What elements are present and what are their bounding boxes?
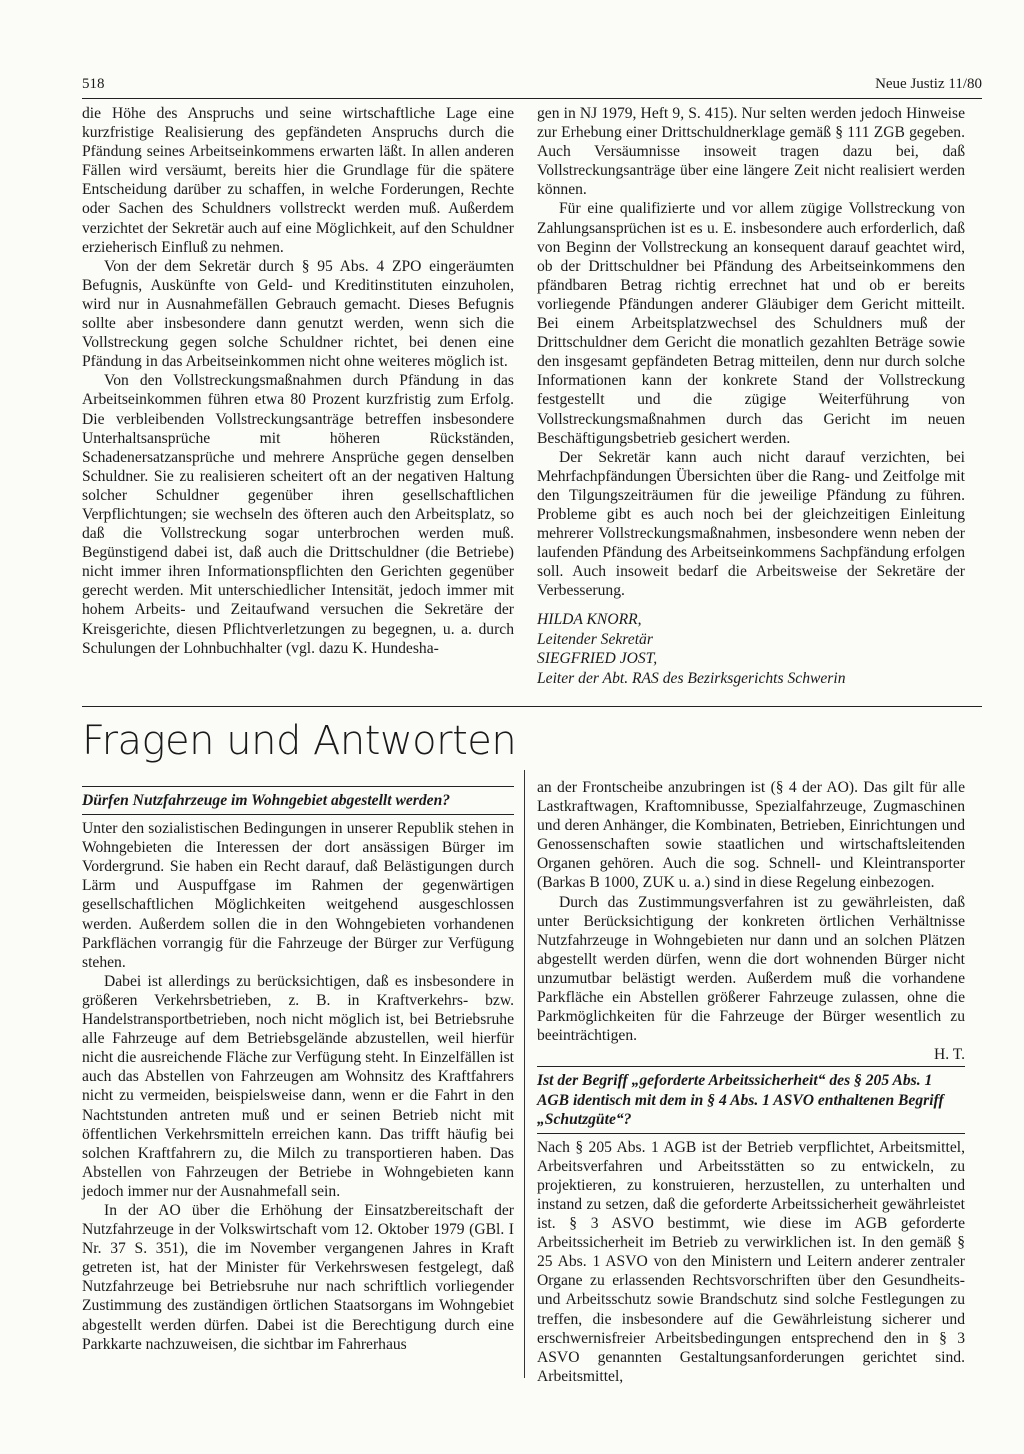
- journal-issue: Neue Justiz 11/80: [875, 76, 982, 92]
- page-header: [82, 76, 982, 98]
- question-box: [537, 1066, 965, 1133]
- bottom-left-column: [82, 786, 514, 1354]
- author-signature: [537, 610, 965, 688]
- author-title: Leiter der Abt. RAS des Bezirksgerichts Schwerin: [537, 669, 846, 687]
- answer-author: H. T.: [933, 1046, 965, 1064]
- column-divider: [524, 770, 525, 1378]
- paragraph: Von den Vollstreckungsmaßnahmen durch Pfändung in das Arbeitseinkommen führen etwa 80 Prozent kurzfristig zum Erfolg. Die verbleibenden Vollstreckungsanträge betreffen insbesondere Unterhaltsansprüche mit höheren Rückständen, Schadenersatzansprüche und mehrere Ansprüche gegen denselben Schuldner. Sie zu realisieren scheitert oft an der negativen Haltung solcher Schuldner gegenüber ihren gesellschaftlichen Verpflichtungen; sie wechseln des öfteren auch den Arbeitsplatz, so daß die Vollstreckung sogar unterbrochen werden muß. Begünstigend dabei ist, daß auch die Drittschuldner (die Betriebe) nicht immer ihren Informationspflichten den Gerichten gegenüber gerecht werden. Mit unterschiedlicher Intensität, jedoch immer mit hohem Arbeits- und Zeitaufwand versuchen die Sekretäre der Kreisgerichte, diesen Pflichtverletzungen zu begegnen, u. a. durch Schulungen der Lohnbuchhalter (vgl. dazu K. Hundesha-: [82, 372, 514, 657]
- question-heading: Dürfen Nutzfahrzeuge im Wohngebiet abgestellt werden?: [82, 792, 451, 809]
- question-box: [82, 786, 514, 815]
- paragraph: Unter den sozialistischen Bedingungen in unserer Republik stehen in Wohngebieten die Interessen der dort ansässigen Bürger im Vordergrund. Sie haben ein Recht darauf, daß Belästigungen durch Lärm und Auspuffgase im Rahmen der gegenwärtigen gesellschaftlichen Möglichkeiten weitgehend ausgeschlossen werden. Außerdem sollen die in den Wohngebieten vorhandenen Parkflächen vorrangig für die Fahrzeuge der Bürger zur Verfügung stehen.: [82, 820, 514, 971]
- paragraph: In der AO über die Erhöhung der Einsatzbereitschaft der Nutzfahrzeuge in der Volkswirtschaft vom 12. Oktober 1979 (GBl. I Nr. 37 S. 351), die im November vergangenen Jahres in Kraft getreten ist, hat der Minister für Verkehrswesen festgelegt, daß Nutzfahrzeuge bei Betriebsruhe nur nach schriftlich vorliegender Zustimmung des zuständigen örtlichen Staatsorgans im Wohngebiet abgestellt werden dürfen. Dabei ist die Berechtigung durch eine Parkkarte nachzuweisen, die sichtbar im Fahrerhaus: [82, 1201, 514, 1353]
- page-number: 518: [82, 76, 105, 92]
- paragraph: Nach § 205 Abs. 1 AGB ist der Betrieb verpflichtet, Arbeitsmittel, Arbeitsverfahren und Arbeitsstätten so zu entwickeln, zu projektieren, zu konstruieren, herzustellen, zu unterhalten und instand zu setzen, daß die geforderte Arbeitssicherheit gewährleistet ist. § 3 ASVO bestimmt, wie diese im AGB geforderte Arbeitssicherheit im Betrieb zu verwirklichen ist. In den gemäß § 25 Abs. 1 ASVO von den Ministern und Leitern anderer zentraler Organe zu erlassenden Rechtsvorschriften über den Gesundheits- und Arbeitsschutz sowie Brandschutz sind solche Festlegungen zu treffen, die insbesondere auf die Gewährleistung sicherer und erschwernisfreier Arbeitsbedingungen entsprechend den in § 3 ASVO genannten Gestaltungsanforderungen gerichtet sind. Arbeitsmittel,: [537, 1138, 965, 1385]
- top-left-column: [82, 104, 514, 658]
- header-rule: [82, 98, 982, 99]
- paragraph: die Höhe des Anspruchs und seine wirtschaftliche Lage eine kurzfristige Realisierung des gepfändeten Anspruchs durch die Pfändung seines Arbeitseinkommens erwarten läßt. In allen anderen Fällen wird versäumt, bereits hier die Grundlage für die spätere Entscheidung darüber zu schaffen, in welche Forderungen, Rechte oder Sachen des Schuldners vollstreckt werden muß. Außerdem verzichtet der Sekretär auch auf eine Möglichkeit, auf den Schuldner erzieherisch Einfluß zu nehmen.: [82, 105, 514, 256]
- paragraph: Für eine qualifizierte und vor allem zügige Vollstreckung von Zahlungsansprüchen ist es u. E. insbesondere auch erforderlich, daß von Beginn der Vollstreckung an konsequent darauf geachtet wird, ob der Drittschuldner bei Pfändung des Arbeitseinkommens den pfändbaren Betrag richtig errechnet hat und ob er bereits vorliegende Pfändungen anderer Gläubiger dem Gericht mitteilt. Bei einem Arbeitsplatzwechsel des Schuldners muß der Drittschuldner dem Gericht die monatlich gezahlten Beträge sowie den insgesamt gepfändeten Betrag mitteilen, denn nur durch solche Informationen kann der konkrete Stand der Vollstreckung festgestellt und die zügige Weiterführung von Vollstreckungsmaßnahmen durch das Gericht im neuen Beschäftigungsbetrieb gesichert werden.: [537, 200, 965, 447]
- author-title: Leitender Sekretär: [537, 630, 653, 648]
- bottom-right-column: [537, 778, 965, 1386]
- author-name: HILDA KNORR,: [537, 611, 642, 629]
- section-title: Fragen und Antworten: [82, 718, 517, 764]
- paragraph: gen in NJ 1979, Heft 9, S. 415). Nur selten werden jedoch Hinweise zur Erhebung einer Drittschuldnerklage gemäß § 111 ZGB gegeben. Auch Versäumnisse insoweit tragen dazu bei, daß Vollstreckungsanträge über eine längere Zeit nicht realisiert werden können.: [537, 105, 965, 199]
- section-rule: [82, 706, 982, 707]
- paragraph: Der Sekretär kann auch nicht darauf verzichten, bei Mehrfachpfändungen Übersichten über die Rang- und Zeitfolge mit den Tilgungszeiträumen für die jeweilige Pfändung zu führen. Probleme gibt es auch noch bei der gleichzeitigen Einleitung mehrerer Vollstreckungsmaßnahmen, insbesondere wenn neben der laufenden Pfändung des Arbeitseinkommens Sachpfändung erfolgen soll. Auch insoweit bedarf die Arbeitsweise der Sekretäre der Verbesserung.: [537, 448, 965, 600]
- paragraph: Von der dem Sekretär durch § 95 Abs. 4 ZPO eingeräumten Befugnis, Auskünfte von Geld- und Kreditinstituten einzuholen, wird nur in Ausnahmefällen Gebrauch gemacht. Dieses Befugnis sollte aber insbesondere dann genutzt werden, wenn sich die Vollstreckung gegen solche Schuldner richtet, bei denen eine Pfändung in das Arbeitseinkommen nicht ohne weiteres möglich ist.: [82, 257, 514, 371]
- question-heading: Ist der Begriff „geforderte Arbeitssicherheit“ des § 205 Abs. 1 AGB identisch mit dem in § 4 Abs. 1 ASVO enthaltenen Begriff „Schutzgüte“?: [537, 1072, 944, 1128]
- paragraph: an der Frontscheibe anzubringen ist (§ 4 der AO). Das gilt für alle Lastkraftwagen, Kraftomnibusse, Spezialfahrzeuge, Zugmaschinen und deren Anhänger, die Kombinaten, Betrieben, Einrichtungen und Genossenschaften sowie staatlichen und wirtschaftsleitenden Organen gehören. Auch die sog. Schnell- und Kleintransporter (Barkas B 1000, ZUK u. a.) sind in diese Regelung einbezogen.: [537, 779, 965, 892]
- paragraph: Durch das Zustimmungsverfahren ist zu gewährleisten, daß unter Berücksichtigung der konkreten örtlichen Verhältnisse Nutzfahrzeuge in Wohngebieten nur dann und an solchen Plätzen abgestellt werden dürfen, wenn die dort wohnenden Bürger nicht unzumutbar belästigt werden. Außerdem muß die vorhandene Parkfläche ein Abstellen größerer Fahrzeuge zulassen, ohne die Parkmöglichkeiten für die Fahrzeuge der Bürger wesentlich zu beeinträchtigen.: [537, 893, 965, 1045]
- top-right-column: [537, 104, 965, 688]
- author-name: SIEGFRIED JOST,: [537, 650, 658, 668]
- paragraph: Dabei ist allerdings zu berücksichtigen, daß es insbesondere in größeren Verkehrsbetrieben, z. B. in Kraftverkehrs- bzw. Handelstransportbetrieben, noch nicht möglich ist, bei Betriebsruhe alle Fahrzeuge auf dem Betriebsgelände abzustellen, weil hierfür nicht die ausreichende Fläche zur Verfügung steht. In Einzelfällen ist auch das Abstellen von Fahrzeugen am Wohnsitz des Kraftfahrers nicht zu vermeiden, beispielsweise dann, wenn er die Fahrt in den Nachtstunden antreten muß und er seinen Betrieb nicht mit öffentlichen Verkehrsmitteln erreichen kann. Das trifft häufig bei solchen Kraftfahrern zu, die Milch zu transportieren haben. Das Abstellen von Fahrzeugen der Betriebe in Wohngebieten kann jedoch immer nur der Ausnahmefall sein.: [82, 972, 514, 1200]
